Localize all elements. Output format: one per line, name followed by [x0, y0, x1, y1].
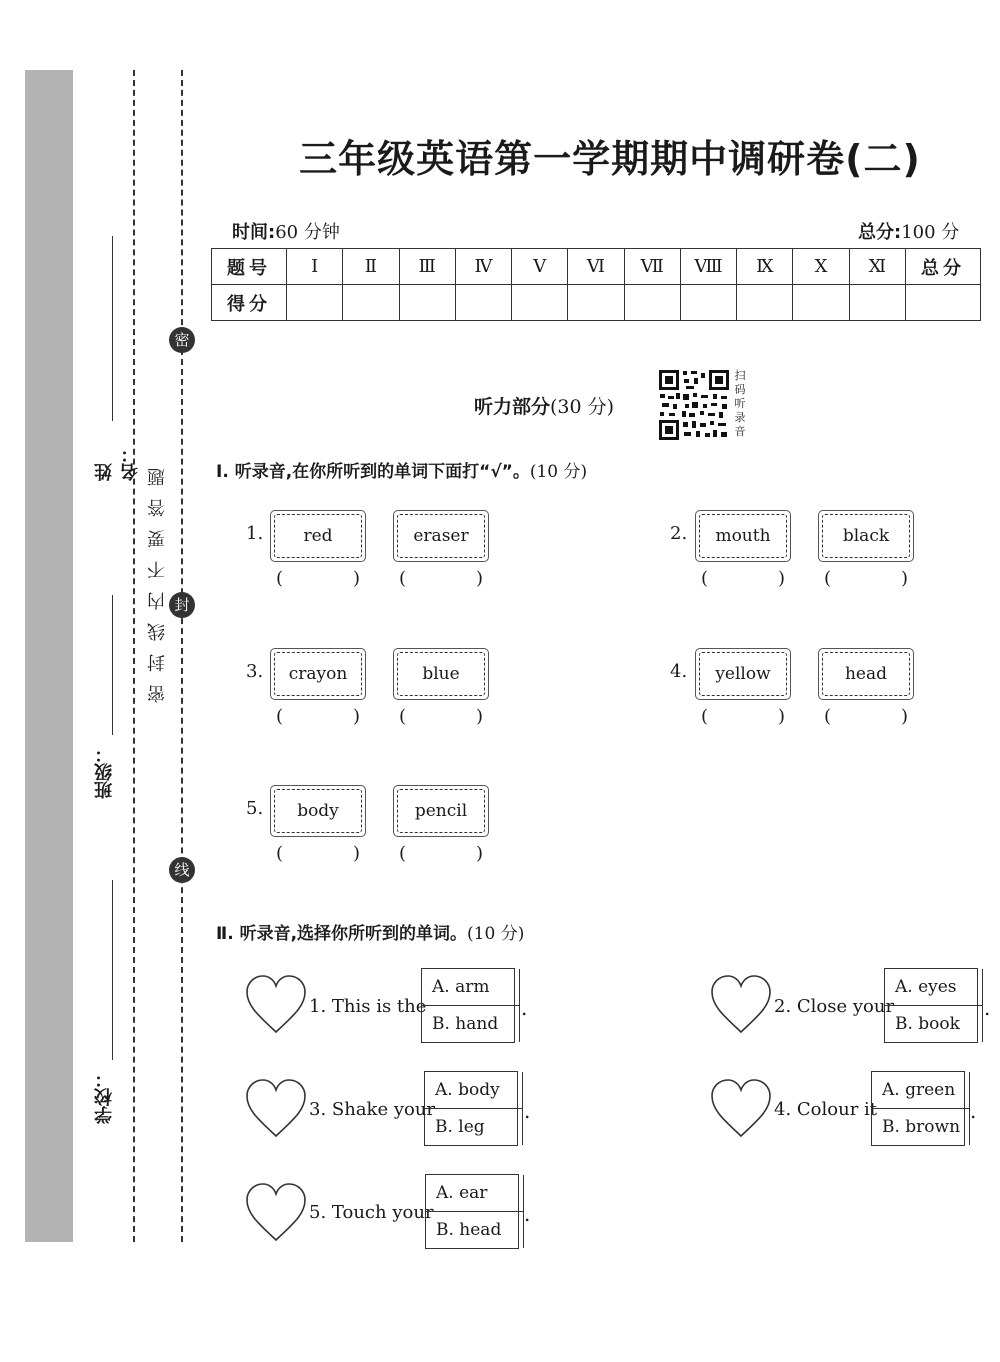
score-cell[interactable] [512, 285, 568, 321]
name-field[interactable] [92, 236, 141, 481]
heart-icon [245, 1078, 307, 1140]
s2-item-3-option-b[interactable]: B. leg [425, 1109, 523, 1145]
section-1-text: Ⅰ. 听录音,在你所听到的单词下面打“√”。 [216, 462, 530, 482]
time-value: 60 分钟 [275, 222, 340, 243]
col-1: Ⅰ [287, 249, 343, 285]
page-title: 三年级英语第一学期期中调研卷(二) [299, 137, 921, 181]
s2-item-2-sentence: 2. Close your [774, 996, 895, 1017]
total-value: 100 分 [901, 222, 960, 243]
question-number-label: 题号 [212, 249, 287, 285]
s1-item-5-word-a: body [274, 789, 362, 833]
s2-item-5-period: . [524, 1202, 531, 1226]
s2-item-2-period: . [984, 996, 991, 1020]
total-label: 总分: [858, 222, 902, 243]
s2-item-2-options [884, 968, 978, 1043]
heart-icon [710, 1078, 772, 1140]
seal-char-mi: 密 [169, 327, 195, 353]
col-3: Ⅲ [399, 249, 455, 285]
name-field-label: 姓名： [94, 445, 141, 481]
col-10: Ⅹ [793, 249, 849, 285]
s1-item-1-word-b: eraser [397, 514, 485, 558]
time-label: 时间: [232, 222, 276, 243]
s2-item-5-option-a[interactable]: A. ear [426, 1175, 524, 1212]
s1-item-1-word-a: red [274, 514, 362, 558]
score-cell[interactable] [343, 285, 399, 321]
total-score-info [858, 218, 959, 244]
s2-item-4-options [871, 1071, 965, 1146]
listening-part-title [474, 392, 614, 419]
s2-item-1-period: . [521, 996, 528, 1020]
col-11: Ⅺ [849, 249, 905, 285]
s2-item-1-sentence: 1. This is the [309, 996, 427, 1017]
s2-item-3-option-a[interactable]: A. body [425, 1072, 523, 1109]
section-1-heading [216, 457, 587, 482]
col-7: Ⅶ [624, 249, 680, 285]
s1-item-2-word-a: mouth [699, 514, 787, 558]
score-cell[interactable] [793, 285, 849, 321]
class-field-line [112, 595, 113, 735]
s2-item-5-sentence: 5. Touch your [309, 1202, 434, 1223]
score-table-score-row [212, 285, 981, 321]
s1-item-2-word-b: black [822, 514, 910, 558]
s1-item-3-number: 3. [246, 661, 264, 682]
school-field-label: 学校： [94, 1070, 115, 1124]
section-2-text: Ⅱ. 听录音,选择你所听到的单词。 [216, 924, 468, 944]
s1-item-1-number: 1. [246, 523, 264, 544]
s2-item-1-option-b[interactable]: B. hand [422, 1006, 520, 1042]
s1-item-4-word-b: head [822, 652, 910, 696]
seal-char-xian: 线 [169, 857, 195, 883]
s2-item-1-options [421, 968, 515, 1043]
s1-item-4-number: 4. [670, 661, 688, 682]
s1-item-2-number: 2. [670, 523, 688, 544]
school-field-line [112, 880, 113, 1060]
s1-item-5-number: 5. [246, 798, 264, 819]
score-cell[interactable] [737, 285, 793, 321]
section-1-points: (10 分) [529, 462, 588, 482]
time-info [232, 218, 340, 244]
score-cell[interactable] [399, 285, 455, 321]
seal-char-feng: 封 [169, 592, 195, 618]
section-2-heading [216, 919, 524, 944]
score-cell[interactable] [680, 285, 736, 321]
no-answer-warning: 密封线内不要答题 [147, 455, 168, 703]
s2-item-3-sentence: 3. Shake your [309, 1099, 436, 1120]
name-field-line [112, 236, 113, 421]
col-2: Ⅱ [343, 249, 399, 285]
listening-points: (30 分) [550, 396, 615, 418]
s2-item-4-period: . [970, 1099, 977, 1123]
score-table [211, 248, 981, 321]
s1-item-3-word-a: crayon [274, 652, 362, 696]
listening-title-text: 听力部分 [474, 396, 551, 418]
s2-item-4-option-a[interactable]: A. green [872, 1072, 970, 1109]
s1-item-3-word-b: blue [397, 652, 485, 696]
s2-item-5-option-b[interactable]: B. head [426, 1212, 524, 1248]
seal-line-left [133, 70, 135, 1242]
col-4: Ⅳ [455, 249, 511, 285]
s2-item-2-option-a[interactable]: A. eyes [885, 969, 983, 1006]
s2-item-4-option-b[interactable]: B. brown [872, 1109, 970, 1145]
school-field[interactable] [92, 880, 132, 1125]
heart-icon [245, 1182, 307, 1244]
col-8: Ⅷ [680, 249, 736, 285]
s2-item-4-sentence: 4. Colour it [774, 1099, 878, 1120]
s2-item-2-option-b[interactable]: B. book [885, 1006, 983, 1042]
s2-item-1-option-a[interactable]: A. arm [422, 969, 520, 1006]
total-column-label: 总分 [906, 249, 981, 285]
s1-item-4-word-a: yellow [699, 652, 787, 696]
score-cell[interactable] [455, 285, 511, 321]
seal-line-right [181, 70, 183, 1242]
score-cell[interactable] [287, 285, 343, 321]
score-cell[interactable] [624, 285, 680, 321]
qr-code-icon[interactable] [658, 369, 730, 441]
s1-item-5-word-b: pencil [397, 789, 485, 833]
section-2-points: (10 分) [467, 924, 525, 944]
score-cell[interactable] [568, 285, 624, 321]
s2-item-3-period: . [524, 1099, 531, 1123]
col-5: Ⅴ [512, 249, 568, 285]
class-field[interactable] [92, 595, 132, 805]
score-cell[interactable] [906, 285, 981, 321]
s2-item-5-options [425, 1174, 519, 1249]
binding-margin-bar [25, 70, 73, 1242]
s2-item-3-options [424, 1071, 518, 1146]
class-field-label: 班级： [94, 745, 115, 799]
heart-icon [245, 974, 307, 1036]
col-6: Ⅵ [568, 249, 624, 285]
qr-scan-note: 扫码听录音 [734, 369, 746, 438]
score-cell[interactable] [849, 285, 905, 321]
heart-icon [710, 974, 772, 1036]
score-table-header-row [212, 249, 981, 285]
score-label: 得分 [212, 285, 287, 321]
col-9: Ⅸ [737, 249, 793, 285]
